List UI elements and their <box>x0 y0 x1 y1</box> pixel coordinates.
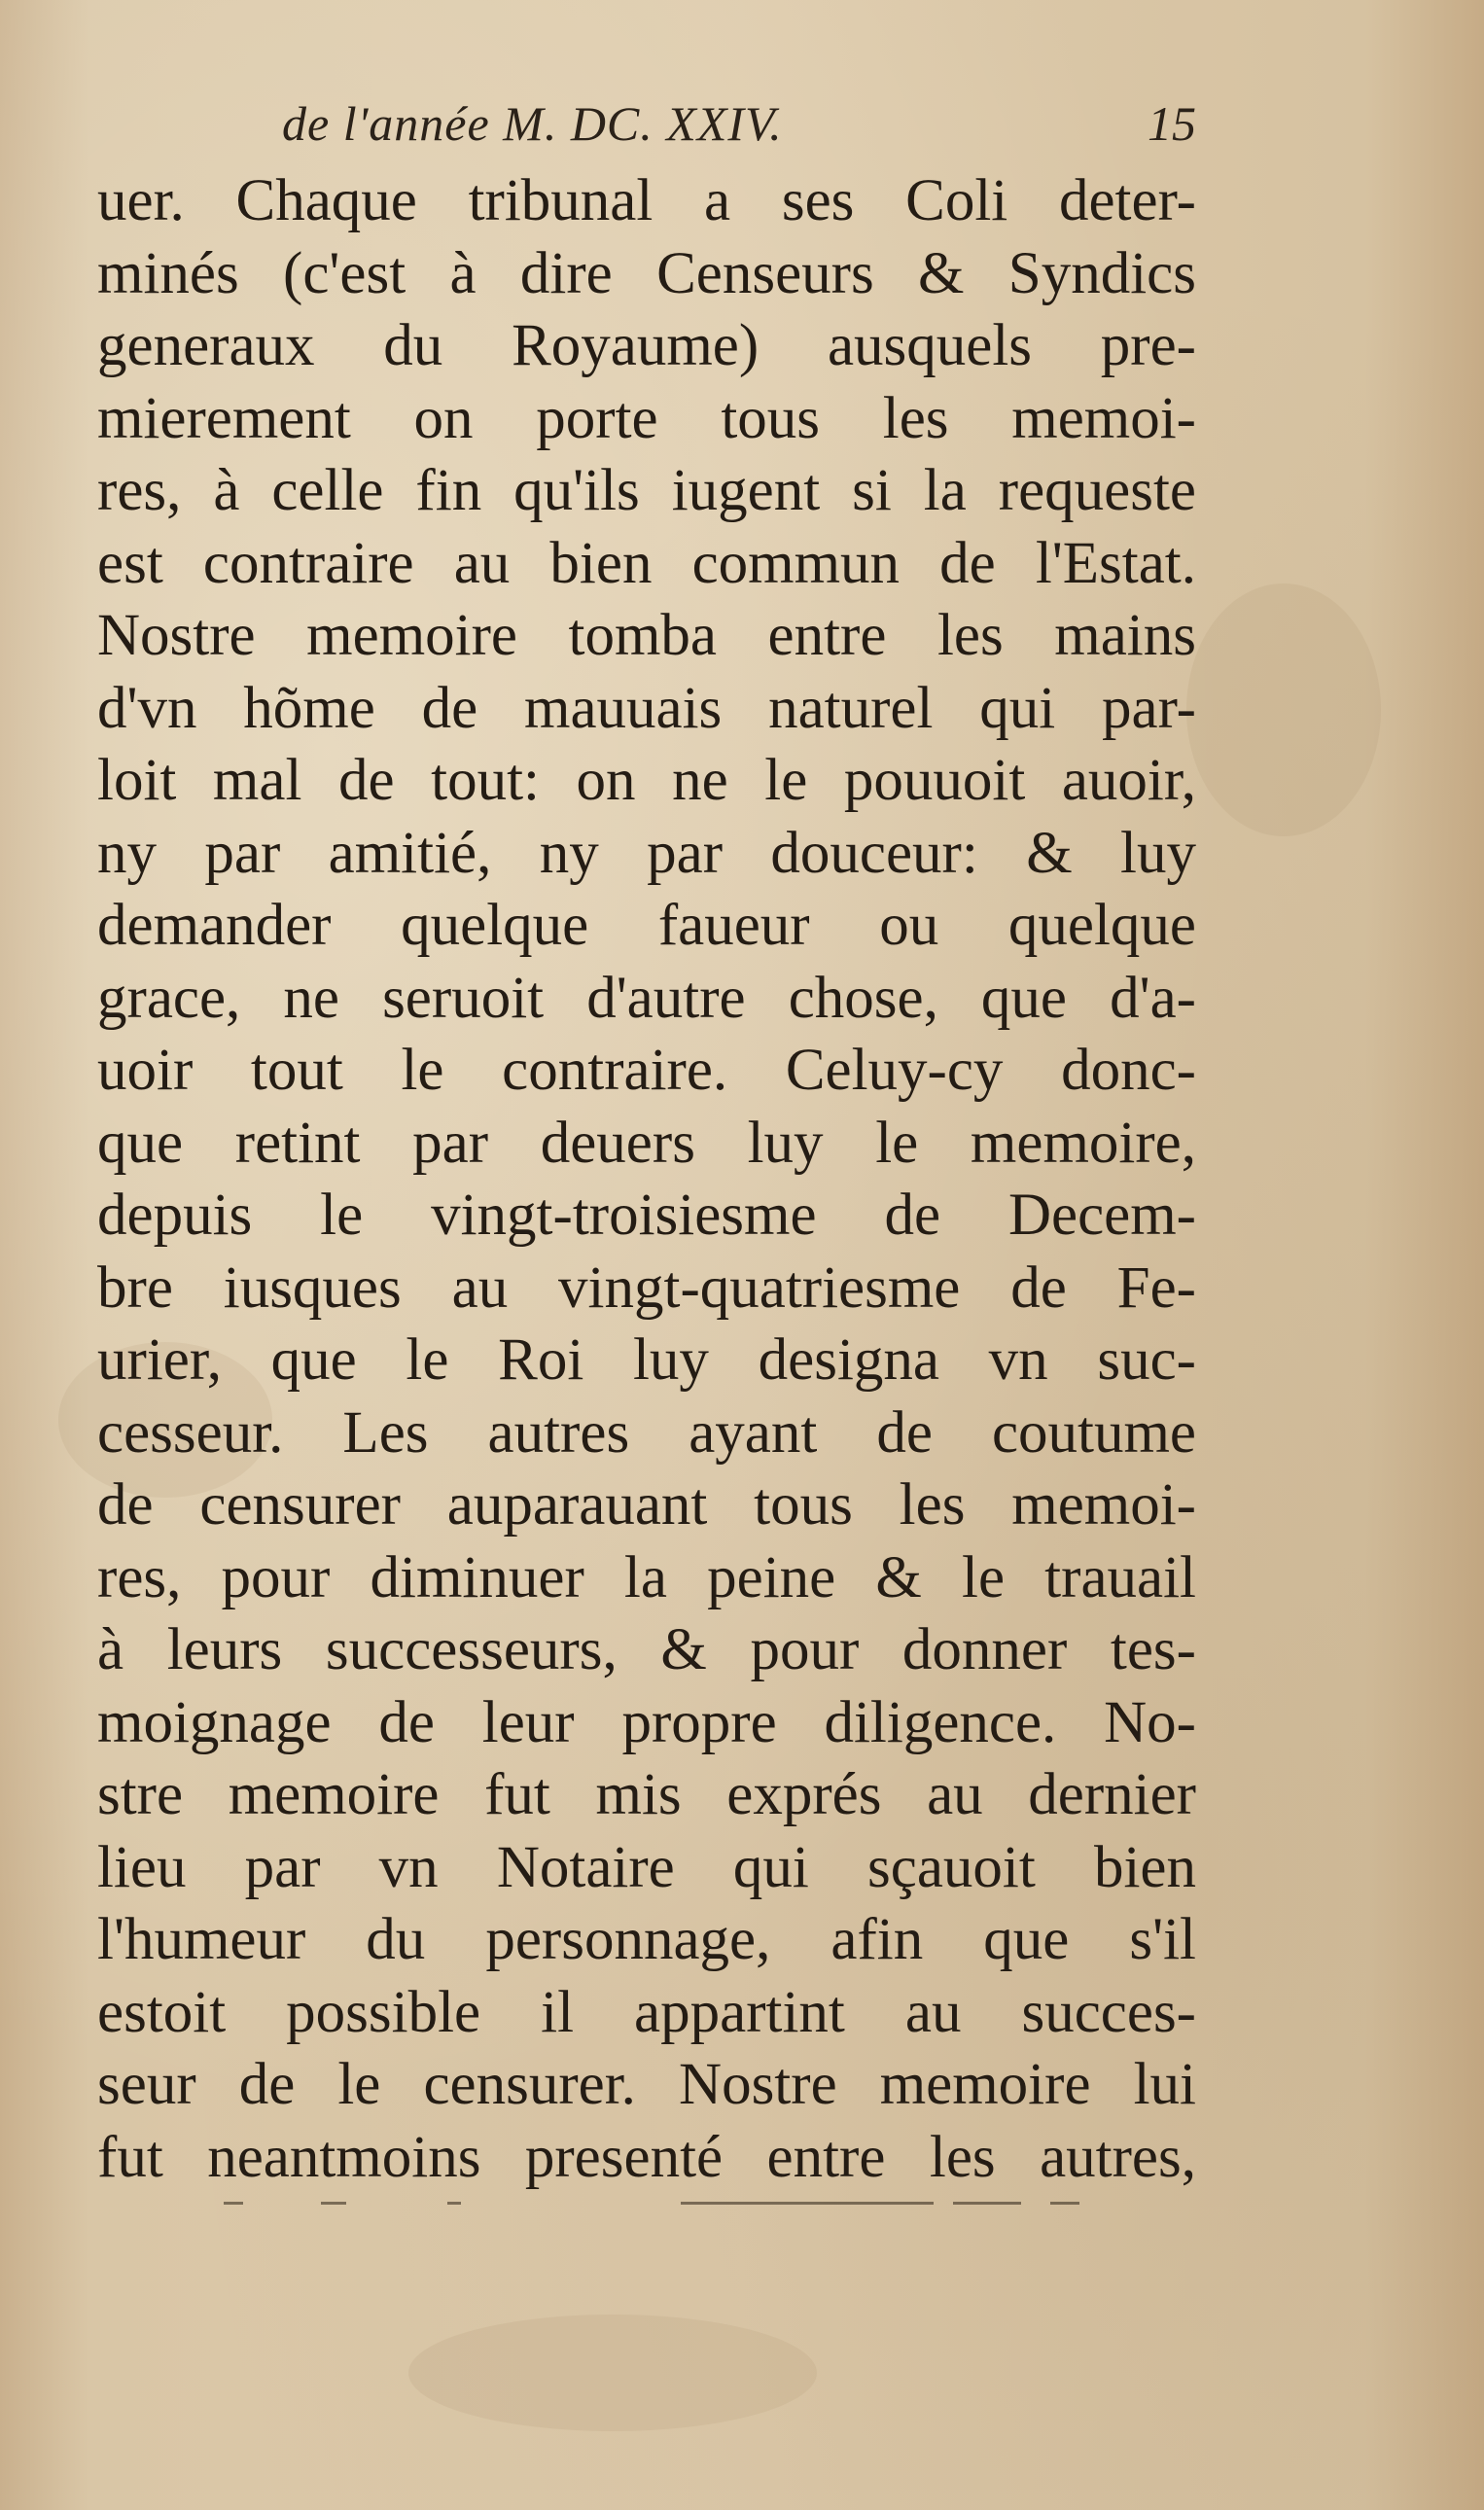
text-line: fut neantmoins presenté entre les autres, <box>97 2124 1196 2190</box>
page-header <box>282 95 1196 173</box>
text-line: depuis le vingt-troisiesme de Decem- <box>97 1183 1196 1248</box>
body-text <box>97 165 1196 2194</box>
text-line: res, pour diminuer la peine & le trauail <box>97 1544 1196 1610</box>
text-line: generaux du Royaume) ausquels pre- <box>97 313 1196 378</box>
text-line: moignage de leur propre diligence. No- <box>97 1689 1196 1755</box>
text-line: cesseur. Les autres ayant de coutume <box>97 1399 1196 1466</box>
ink-mark <box>224 2202 243 2205</box>
show-through-marks <box>97 2196 1196 2215</box>
text-line: stre memoire fut mis exprés au dernier <box>97 1762 1196 1827</box>
text-line: lieu par vn Notaire qui sçauoit bien <box>97 1834 1196 1900</box>
text-line: d'vn hõme de mauuais naturel qui par- <box>97 675 1196 741</box>
ink-mark <box>1050 2202 1079 2205</box>
text-line: que retint par deuers luy le memoire, <box>97 1110 1196 1176</box>
text-line: est contraire au bien commun de l'Estat. <box>97 530 1196 596</box>
text-line: minés (c'est à dire Censeurs & Syndics <box>97 240 1196 306</box>
text-line: seur de le censurer. Nostre memoire lui <box>97 2052 1196 2117</box>
text-line: ny par amitié, ny par douceur: & luy <box>97 820 1196 886</box>
text-line: demander quelque faueur ou quelque <box>97 893 1196 958</box>
paper-stain <box>1186 583 1381 836</box>
ink-mark <box>681 2202 934 2205</box>
ink-mark <box>447 2202 461 2205</box>
running-head: de l'année M. DC. XXIV. <box>282 96 783 151</box>
text-line: urier, que le Roi luy designa vn suc- <box>97 1327 1196 1393</box>
ink-mark <box>321 2202 346 2205</box>
text-line: uoir tout le contraire. Celuy-cy donc- <box>97 1038 1196 1103</box>
text-line: à leurs successeurs, & pour donner tes- <box>97 1617 1196 1682</box>
text-line: loit mal de tout: on ne le pouuoit auoir, <box>97 748 1196 813</box>
text-line: res, à celle fin qu'ils iugent si la requeste <box>97 458 1196 523</box>
text-line: grace, ne seruoit d'autre chose, que d'a- <box>97 965 1196 1031</box>
paper-stain <box>408 2315 817 2431</box>
text-line: bre iusques au vingt-quatriesme de Fe- <box>97 1255 1196 1321</box>
text-line: de censurer auparauant tous les memoi- <box>97 1472 1196 1538</box>
text-line: Nostre memoire tomba entre les mains <box>97 603 1196 668</box>
text-line: estoit possible il appartint au succes- <box>97 1979 1196 2045</box>
ink-mark <box>953 2202 1021 2205</box>
text-line: l'humeur du personnage, afin que s'il <box>97 1907 1196 1972</box>
text-line: mierement on porte tous les memoi- <box>97 385 1196 451</box>
page-number: 15 <box>1148 96 1196 151</box>
text-line: uer. Chaque tribunal a ses Coli deter- <box>97 168 1196 233</box>
